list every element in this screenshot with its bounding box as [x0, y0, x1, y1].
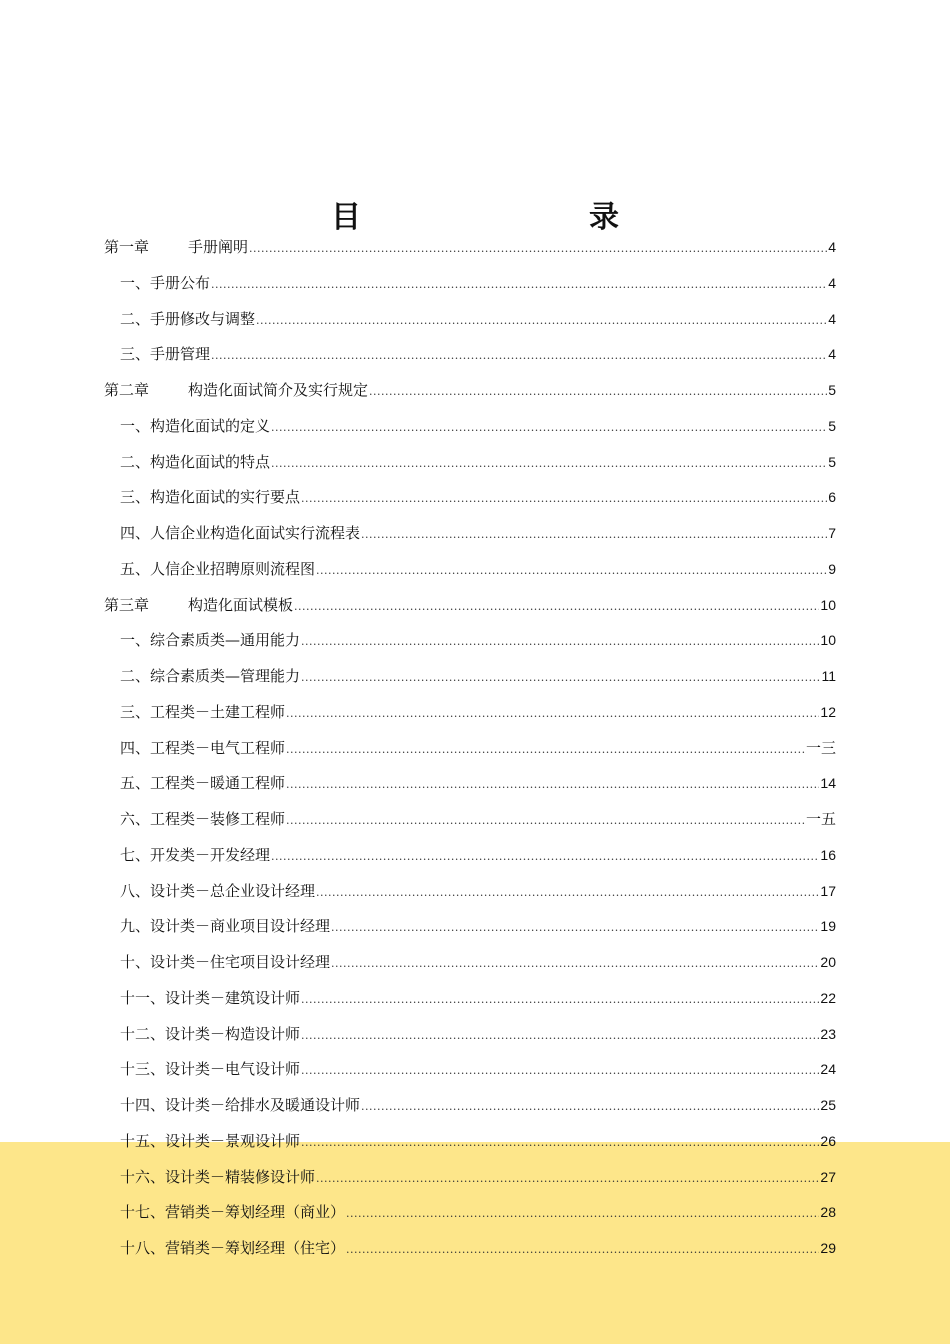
- toc-section-entry[interactable]: [104, 623, 836, 659]
- toc-dot-leader: [301, 1053, 819, 1089]
- toc-page-number: 7: [828, 525, 836, 541]
- toc-section-entry[interactable]: [104, 266, 836, 302]
- toc-page-number: 9: [828, 560, 836, 577]
- toc-page-number: 24: [820, 1061, 836, 1078]
- toc-page-number: 25: [820, 1097, 836, 1113]
- toc-entry-label: [120, 1160, 315, 1196]
- toc-entry-text: 十三、设计类－电气设计师: [120, 1060, 301, 1079]
- toc-page-number: 17: [820, 882, 836, 899]
- toc-dot-leader: [301, 1125, 819, 1161]
- toc-entry-label: [104, 230, 248, 266]
- toc-dot-leader: [316, 1161, 819, 1197]
- toc-dot-leader: [294, 589, 819, 625]
- toc-entry-text: 十八、营销类－筹划经理（住宅）: [120, 1239, 346, 1257]
- toc-section-entry[interactable]: [104, 1052, 836, 1088]
- toc-dot-leader: [346, 1232, 819, 1268]
- toc-dot-leader: [256, 303, 827, 339]
- toc-page-number: 5: [828, 453, 836, 470]
- toc-entry-text: 九、设计类－商业项目设计经理: [120, 917, 331, 936]
- toc-page-number: 10: [820, 632, 836, 649]
- toc-dot-leader: [361, 517, 827, 553]
- toc-entry-text: 二、手册修改与调整: [120, 309, 256, 328]
- toc-section-entry[interactable]: [104, 874, 836, 910]
- toc-entry-label: [120, 1017, 300, 1053]
- toc-entry-text: 七、开发类－开发经理: [120, 845, 271, 864]
- toc-entry-text: 五、工程类－暖通工程师: [120, 774, 286, 793]
- toc-entry-label: [120, 516, 360, 552]
- toc-entry-label: [120, 909, 330, 945]
- toc-entry-label: [104, 373, 368, 409]
- toc-page-number: 27: [820, 1168, 836, 1185]
- toc-section-entry[interactable]: [104, 1124, 836, 1160]
- toc-page-number: 26: [820, 1132, 836, 1149]
- toc-section-entry[interactable]: [104, 909, 836, 945]
- toc-chapter-entry[interactable]: [104, 588, 836, 624]
- toc-page-number: 5: [828, 417, 836, 434]
- toc-entry-text: 十六、设计类－精装修设计师: [120, 1167, 316, 1186]
- toc-dot-leader: [249, 231, 827, 267]
- toc-entry-text: 二、构造化面试的特点: [120, 452, 271, 471]
- toc-section-entry[interactable]: [104, 552, 836, 588]
- toc-entry-label: [120, 731, 285, 767]
- toc-chapter-entry[interactable]: [104, 230, 836, 266]
- toc-dot-leader: [211, 338, 827, 374]
- toc-dot-leader: [361, 1089, 819, 1125]
- toc-section-entry[interactable]: [104, 659, 836, 695]
- toc-entry-text: 四、人信企业构造化面试实行流程表: [120, 524, 361, 542]
- toc-page-number: 11: [821, 668, 836, 684]
- toc-entry-text: 三、手册管理: [120, 345, 211, 364]
- toc-dot-leader: [331, 910, 819, 946]
- toc-entry-text: 四、工程类－电气工程师: [120, 738, 286, 757]
- toc-entry-label: [120, 945, 330, 981]
- toc-entry-label: [120, 1124, 300, 1160]
- toc-dot-leader: [346, 1196, 819, 1232]
- toc-page-number: 20: [820, 954, 836, 970]
- toc-entry-label: [120, 659, 300, 695]
- toc-page-number: 4: [828, 239, 836, 255]
- toc-entry-label: [104, 588, 293, 624]
- toc-section-entry[interactable]: [104, 1088, 836, 1124]
- toc-dot-leader: [286, 767, 819, 803]
- toc-page-number: 10: [820, 596, 836, 613]
- toc-page-number: 14: [820, 775, 836, 792]
- toc-section-entry[interactable]: [104, 802, 836, 838]
- toc-dot-leader: [331, 946, 819, 982]
- toc-section-entry[interactable]: [104, 766, 836, 802]
- toc-page-number: 一五: [805, 810, 836, 828]
- toc-section-entry[interactable]: [104, 945, 836, 981]
- toc-entry-label: [120, 1231, 345, 1267]
- toc-entry-label: [120, 838, 270, 874]
- toc-entry-text: 一、手册公布: [120, 273, 211, 292]
- toc-entry-text: 十四、设计类－给排水及暖通设计师: [120, 1096, 361, 1114]
- toc-dot-leader: [316, 553, 827, 589]
- toc-section-entry[interactable]: [104, 302, 836, 338]
- toc-entry-text: 一、综合素质类—通用能力: [120, 631, 301, 650]
- toc-dot-leader: [286, 696, 819, 732]
- toc-entry-label: [120, 766, 285, 802]
- toc-section-entry[interactable]: [104, 337, 836, 373]
- toc-entry-label: [120, 266, 210, 302]
- toc-entry-text: 一、构造化面试的定义: [120, 416, 271, 435]
- toc-entry-label: [120, 1195, 345, 1231]
- toc-chapter-number: 第一章: [104, 238, 150, 256]
- toc-dot-leader: [301, 982, 819, 1018]
- toc-page-number: 一三: [805, 738, 836, 757]
- toc-chapter-number: 第二章: [104, 381, 150, 399]
- toc-section-entry[interactable]: [104, 731, 836, 767]
- toc-entry-text: 八、设计类－总企业设计经理: [120, 881, 316, 900]
- toc-section-entry[interactable]: [104, 1017, 836, 1053]
- toc-dot-leader: [211, 267, 827, 303]
- toc-chapter-entry[interactable]: [104, 373, 836, 409]
- toc-dot-leader: [369, 374, 827, 410]
- toc-entry-label: [120, 445, 270, 481]
- toc-dot-leader: [301, 1018, 819, 1054]
- toc-entry-text: 三、构造化面试的实行要点: [120, 488, 301, 507]
- toc-entry-label: [120, 1088, 360, 1124]
- toc-entry-label: [120, 981, 300, 1017]
- toc-page-number: 12: [820, 703, 836, 720]
- toc-entry-label: [120, 552, 315, 588]
- toc-page-number: 22: [820, 989, 836, 1006]
- toc-page-number: 28: [820, 1204, 836, 1221]
- toc-page-number: 29: [820, 1240, 836, 1256]
- page-title: 目 录: [331, 200, 675, 236]
- toc-dot-leader: [286, 803, 805, 839]
- toc-entry-text: 手册阐明: [188, 238, 249, 256]
- toc-entry-text: 五、人信企业招聘原则流程图: [120, 559, 316, 578]
- toc-section-entry[interactable]: [104, 480, 836, 516]
- toc-entry-label: [120, 480, 300, 516]
- toc-entry-text: 构造化面试模板: [188, 595, 294, 614]
- toc-dot-leader: [301, 624, 819, 660]
- toc-dot-leader: [286, 732, 805, 768]
- toc-entry-label: [120, 802, 285, 838]
- toc-section-entry[interactable]: [104, 445, 836, 481]
- toc-entry-text: 二、综合素质类—管理能力: [120, 667, 301, 685]
- toc-entry-text: 十、设计类－住宅项目设计经理: [120, 953, 331, 971]
- toc-section-entry[interactable]: [104, 409, 836, 445]
- table-of-contents: [104, 230, 836, 1267]
- toc-entry-label: [120, 874, 315, 910]
- toc-entry-text: 十二、设计类－构造设计师: [120, 1024, 301, 1043]
- toc-chapter-number: 第三章: [104, 595, 150, 614]
- toc-dot-leader: [301, 660, 820, 696]
- toc-entry-label: [120, 1052, 300, 1088]
- toc-section-entry[interactable]: [104, 1231, 836, 1267]
- toc-entry-text: 构造化面试简介及实行规定: [188, 381, 369, 399]
- toc-page-number: 4: [828, 346, 836, 363]
- toc-entry-text: 十五、设计类－景观设计师: [120, 1131, 301, 1150]
- toc-entry-text: 十七、营销类－筹划经理（商业）: [120, 1203, 346, 1222]
- toc-page-number: 19: [820, 918, 836, 935]
- toc-section-entry[interactable]: [104, 838, 836, 874]
- toc-section-entry[interactable]: [104, 1195, 836, 1231]
- toc-entry-label: [120, 302, 255, 338]
- toc-entry-label: [120, 695, 285, 731]
- toc-section-entry[interactable]: [104, 981, 836, 1017]
- toc-page-number: 4: [828, 310, 836, 327]
- toc-entry-text: 三、工程类－土建工程师: [120, 702, 286, 721]
- toc-page-number: 23: [820, 1025, 836, 1042]
- toc-dot-leader: [301, 481, 827, 517]
- toc-page-number: 4: [828, 274, 836, 291]
- toc-dot-leader: [271, 839, 819, 875]
- toc-section-entry[interactable]: [104, 695, 836, 731]
- toc-section-entry[interactable]: [104, 1160, 836, 1196]
- toc-section-entry[interactable]: [104, 516, 836, 552]
- toc-page-number: 5: [828, 382, 836, 398]
- toc-entry-label: [120, 337, 210, 373]
- toc-entry-text: 十一、设计类－建筑设计师: [120, 988, 301, 1007]
- toc-dot-leader: [316, 875, 819, 911]
- toc-dot-leader: [271, 410, 827, 446]
- toc-page-number: 6: [828, 489, 836, 506]
- toc-page-number: 16: [820, 846, 836, 863]
- toc-dot-leader: [271, 446, 827, 482]
- toc-entry-label: [120, 623, 300, 659]
- toc-entry-text: 六、工程类－装修工程师: [120, 810, 286, 828]
- toc-entry-label: [120, 409, 270, 445]
